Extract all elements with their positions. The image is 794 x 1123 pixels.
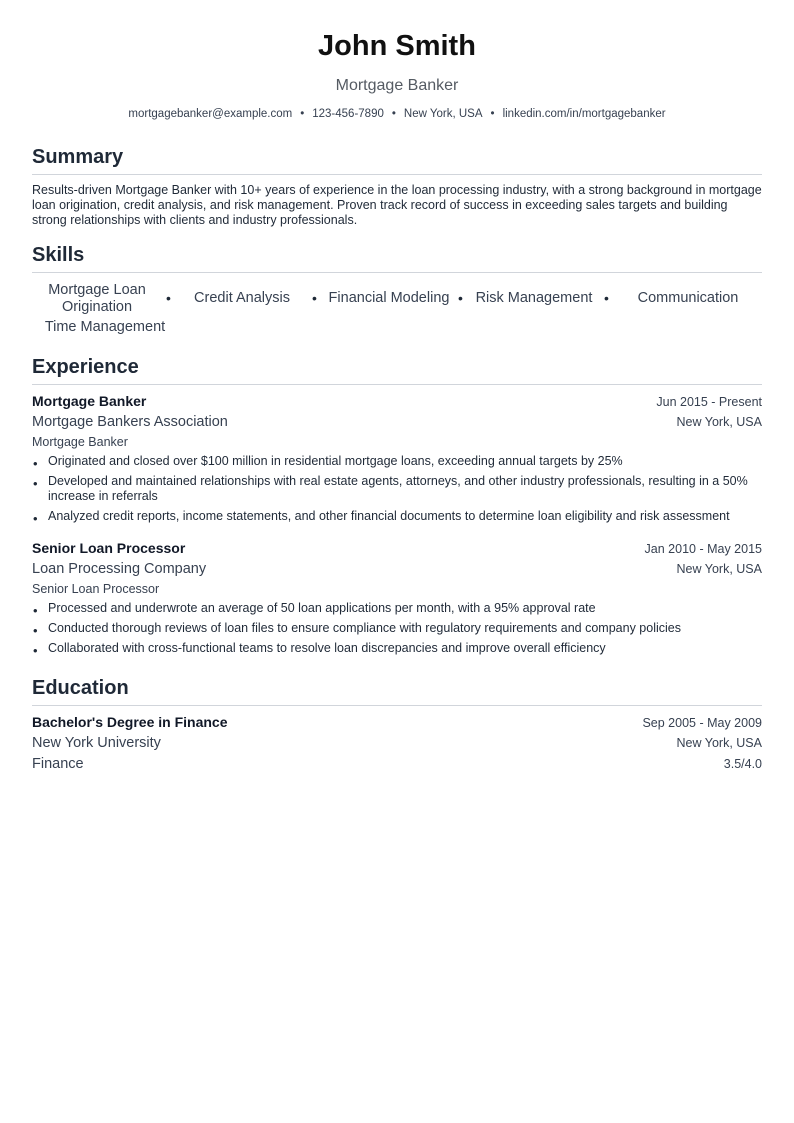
- contact-location: New York, USA: [403, 108, 483, 120]
- job-bullets: [32, 454, 762, 529]
- bullet-text: Collaborated with cross-functional teams to resolve loan discrepancies and improve overall efficiency: [48, 641, 606, 655]
- bullet-glyph: •: [33, 623, 38, 638]
- list-item: [32, 454, 762, 469]
- experience-heading: Experience: [32, 356, 139, 378]
- education-heading: Education: [32, 677, 129, 699]
- skills-heading: Skills: [32, 244, 85, 266]
- education-school: New York University: [32, 735, 161, 751]
- job-role: Senior Loan Processor: [32, 540, 186, 556]
- education-field-row: [32, 756, 762, 772]
- education-degree: Bachelor's Degree in Finance: [32, 714, 228, 730]
- job-bullets: [32, 601, 762, 661]
- separator-dot: •: [490, 108, 495, 120]
- skill-separator-dot: •: [166, 290, 171, 306]
- education-header: [32, 714, 762, 730]
- education-location: New York, USA: [676, 736, 762, 750]
- skill-item: Risk Management: [475, 290, 593, 306]
- bullet-text: Analyzed credit reports, income statements, and other financial documents to determine loan eligibility and risk assessment: [48, 509, 730, 523]
- bullet-text: Processed and underwrote an average of 50 loan applications per month, with a 95% approval rate: [48, 601, 596, 615]
- bullet-glyph: •: [33, 511, 38, 526]
- skill-item: Mortgage Loan Origination: [48, 282, 146, 315]
- job-dates: Jun 2015 - Present: [656, 395, 762, 409]
- skill-separator-dot: •: [604, 290, 609, 306]
- education-gpa: 3.5/4.0: [723, 757, 762, 771]
- bullet-glyph: •: [33, 643, 38, 658]
- resume-page: [32, 0, 762, 1123]
- list-item: [32, 509, 762, 524]
- job-company-row: [32, 561, 762, 577]
- section-divider: [32, 705, 762, 706]
- skill-item: Communication: [637, 290, 739, 306]
- section-divider: [32, 272, 762, 273]
- candidate-title: Mortgage Banker: [335, 77, 459, 94]
- summary-text: Results-driven Mortgage Banker with 10+ years of experience in the loan processing industry, with a strong background in mortgage loan origination, credit analysis, and risk management. Proven track record of success in exceeding sales targets and building strong relationships with clients and industry professionals.: [32, 183, 762, 227]
- bullet-glyph: •: [33, 456, 38, 471]
- contact-linkedin[interactable]: linkedin.com/in/mortgagebanker: [502, 108, 666, 120]
- summary-heading: Summary: [32, 146, 124, 168]
- candidate-name: John Smith: [318, 30, 476, 62]
- bullet-text: Developed and maintained relationships with real estate agents, attorneys, and other industry professionals, resulting in a 50% increase in referrals: [48, 474, 748, 503]
- skill-item: Time Management: [44, 319, 166, 335]
- education-field: Finance: [32, 756, 84, 772]
- skill-separator-dot: •: [312, 290, 317, 306]
- job-subtitle: Mortgage Banker: [32, 435, 128, 449]
- bullet-glyph: •: [33, 603, 38, 618]
- list-item: [32, 641, 762, 656]
- education-dates: Sep 2005 - May 2009: [642, 716, 762, 730]
- list-item: [32, 621, 762, 636]
- job-role: Mortgage Banker: [32, 393, 147, 409]
- contact-phone[interactable]: 123-456-7890: [312, 108, 384, 120]
- job-company: Mortgage Bankers Association: [32, 414, 228, 430]
- job-subtitle: Senior Loan Processor: [32, 582, 160, 596]
- job-company-row: [32, 414, 762, 430]
- job-header: [32, 540, 762, 556]
- separator-dot: •: [300, 108, 305, 120]
- separator-dot: •: [391, 108, 396, 120]
- contact-email[interactable]: mortgagebanker@example.com: [128, 108, 293, 120]
- bullet-text: Conducted thorough reviews of loan files to ensure compliance with regulatory requirements and company policies: [48, 621, 681, 635]
- list-item: [32, 474, 762, 504]
- skill-item: Financial Modeling: [328, 290, 450, 306]
- job-header: [32, 393, 762, 409]
- bullet-glyph: •: [33, 476, 38, 491]
- job-company: Loan Processing Company: [32, 561, 207, 577]
- education-school-row: [32, 735, 762, 751]
- job-dates: Jan 2010 - May 2015: [644, 542, 762, 556]
- skill-item: Credit Analysis: [194, 290, 290, 306]
- section-divider: [32, 384, 762, 385]
- skill-separator-dot: •: [458, 290, 463, 306]
- bullet-text: Originated and closed over $100 million in residential mortgage loans, exceeding annual targets by 25%: [48, 454, 623, 468]
- contact-line: [32, 108, 762, 120]
- list-item: [32, 601, 762, 616]
- job-location: New York, USA: [676, 562, 762, 576]
- job-location: New York, USA: [676, 415, 762, 429]
- section-divider: [32, 174, 762, 175]
